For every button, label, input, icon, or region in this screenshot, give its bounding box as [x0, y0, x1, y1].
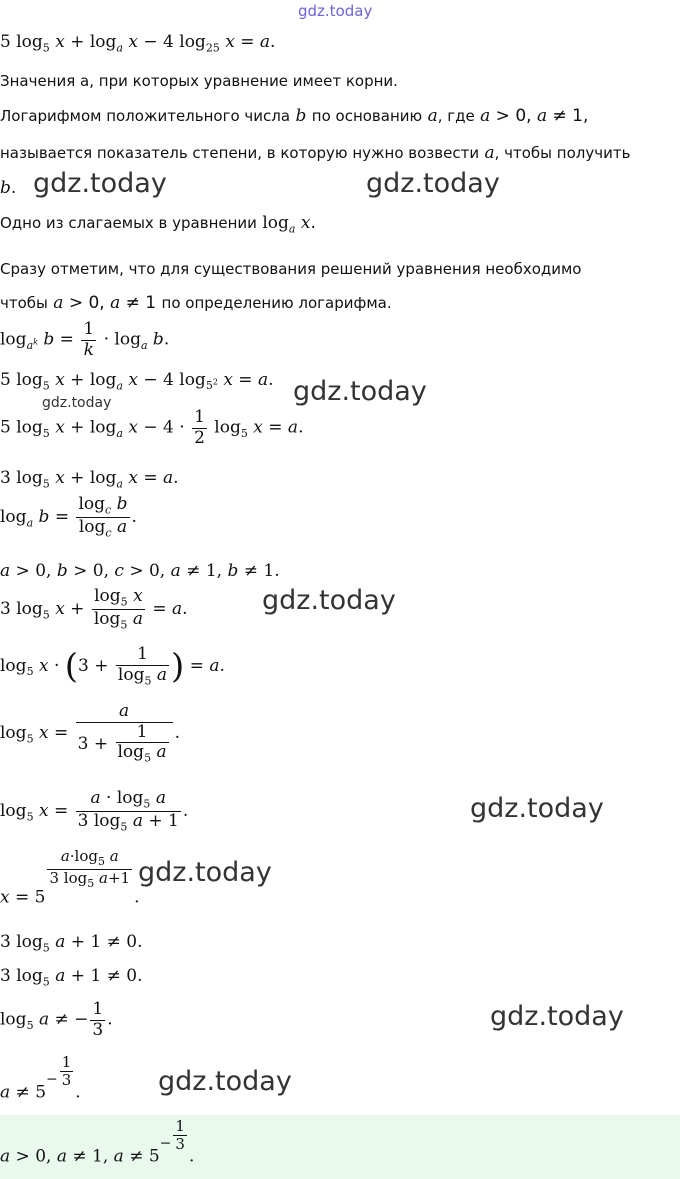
log-base-power-rule: $\log_{a^k} b$ = $\frac{1}{k}$ · $\log_a b$. [0, 319, 170, 360]
given-equation: 5 $\log_5 x + \log_a x - 4$ $\log_{25} x = a$. [0, 32, 276, 55]
watermark-small: gdz.today [42, 395, 112, 411]
definition-line-1: Логарифмом положительного числа b по основанию a, где a > 0, a ≠ 1, [0, 106, 589, 126]
step-7: $\log_5 x$ = $\frac{a \cdot \log_5 a}{3 \log_5 a + 1}$ . [0, 788, 189, 834]
domain-note-1: Сразу отметим, что для существования решений уравнения необходимо [0, 260, 582, 278]
watermark: gdz.today [158, 1066, 292, 1097]
condition-2: 3 $\log_5 a + 1 \ne 0$. [0, 966, 143, 989]
condition-4: a ≠ 5− $\frac{1}{3}$ . [0, 1053, 81, 1103]
step-4: 3 $\log_5 x$ + $\frac{\log_5 x}{\log_5 a}$ = a. [0, 586, 188, 632]
condition-1: 3 $\log_5 a + 1 \ne 0$. [0, 932, 143, 955]
watermark-top: gdz.today [298, 2, 373, 20]
watermark: gdz.today [138, 857, 272, 888]
watermark: gdz.today [262, 585, 396, 616]
change-of-base-conditions: a > 0, b > 0, c > 0, a ≠ 1, b ≠ 1. [0, 561, 280, 581]
watermark: gdz.today [293, 376, 427, 407]
step-3: 3 $\log_5 x + \log_a x = a$. [0, 468, 179, 491]
definition-line-3: b. [0, 178, 17, 198]
step-8: x = 5 $\frac{a\cdot\log_5 a}{3 \log_5 a+1}$ . [0, 847, 140, 908]
watermark: gdz.today [366, 168, 500, 199]
task-statement: Значения a, при которых уравнение имеет корни. [0, 72, 398, 90]
watermark: gdz.today [33, 168, 167, 199]
watermark: gdz.today [490, 1001, 624, 1032]
step-6: $\log_5 x$ = a 3 + $\frac{1}{\log_5 a}$ . [0, 701, 181, 765]
domain-note-2: чтобы a > 0, a ≠ 1 по определению логарифма. [0, 293, 392, 313]
definition-line-2: называется показатель степени, в которую нужно возвести a, чтобы получить [0, 143, 631, 163]
step-2: 5 $\log_5 x + \log_a x - 4$ · $\frac{1}{2}$ $\log_5 x = a$. [0, 407, 304, 448]
change-of-base-rule: $\log_a b$ = $\frac{\log_c b}{\log_c a}$ . [0, 494, 137, 540]
step-5: $\log_5 x \cdot (3$ + $\frac{1}{\log_5 a}$ ) = a. [0, 644, 225, 687]
condition-3: $\log_5 a$ ≠ − $\frac{1}{3}$ . [0, 999, 113, 1040]
step-1: 5 $\log_5 x + \log_a x - 4$ $\log_{5^2} x = a$. [0, 370, 274, 393]
watermark: gdz.today [470, 793, 604, 824]
final-answer: a > 0, a ≠ 1, a ≠ 5− $\frac{1}{3}$ . [0, 1117, 195, 1167]
term-note: Одно из слагаемых в уравнении $\log_a x$. [0, 213, 316, 236]
